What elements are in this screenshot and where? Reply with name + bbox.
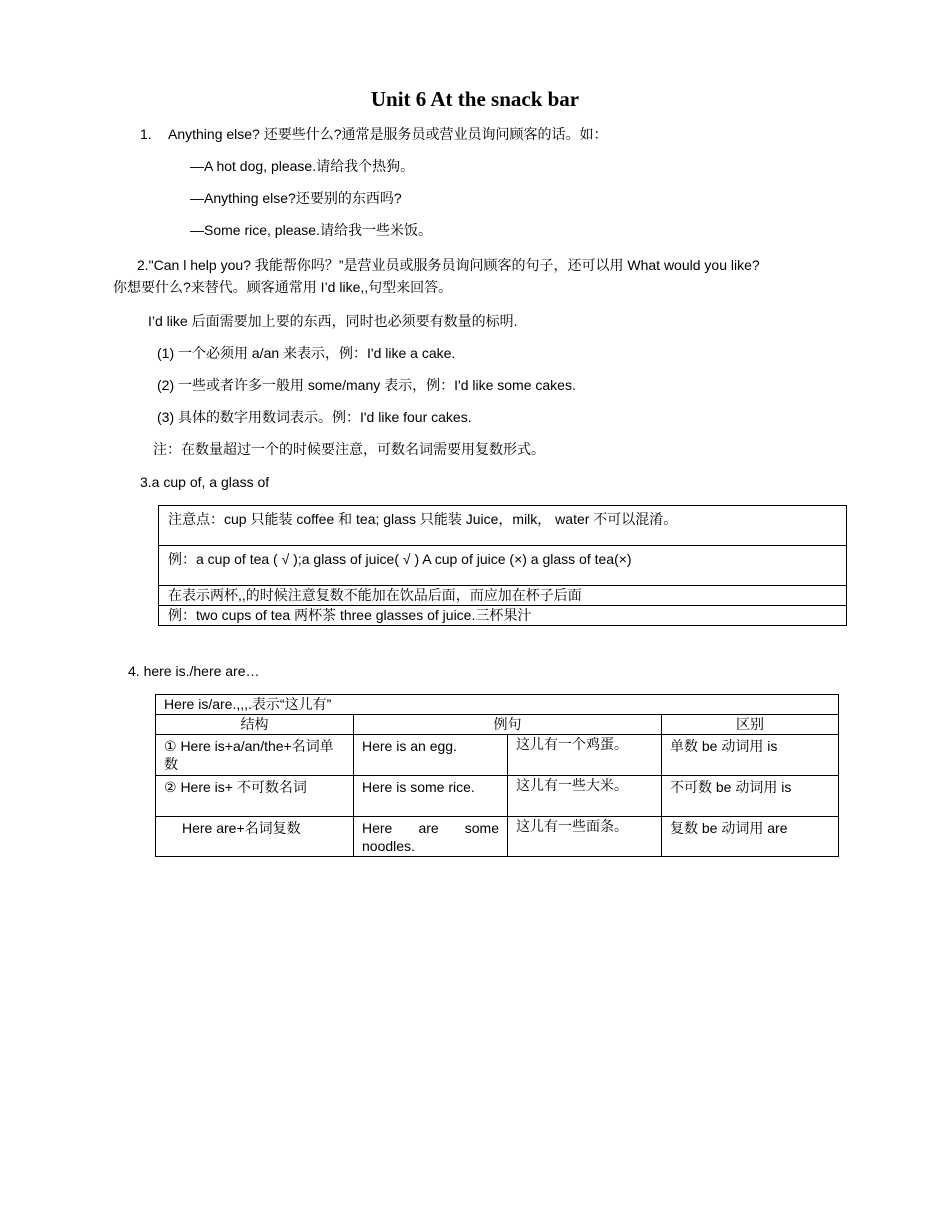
example-cell: Here is some rice.: [354, 776, 508, 817]
page-title: Unit 6 At the snack bar: [370, 87, 580, 111]
cup-glass-table: [158, 505, 847, 626]
here-is-are-table: [155, 694, 839, 857]
table-row: [156, 735, 839, 776]
difference-cell: 单数 be 动词用 is: [662, 735, 839, 776]
dialogue-line-3: —Some rice, please.请给我一些米饭。: [190, 222, 432, 238]
header-difference: 区别: [662, 715, 839, 735]
example-cell: [354, 817, 508, 857]
section4-heading: 4. here is./here are…: [128, 663, 260, 679]
table-row: [156, 817, 839, 857]
quantity-rule-3: (3) 具体的数字用数词表示。例：I'd like four cakes.: [157, 409, 472, 425]
meaning-cell: 这儿有一个鸡蛋。: [508, 735, 662, 776]
section2-line1: 2."Can l help you? 我能帮你吗？”是营业员或服务员询问顾客的句子，还可以用 What would you like?: [137, 257, 760, 273]
section3-heading: 3.a cup of, a glass of: [140, 474, 270, 490]
plural-cup-example: 例：two cups of tea 两杯茶 three glasses of juice.三杯果汁: [159, 606, 847, 626]
structure-cell: ① Here is+a/an/the+名词单数: [156, 735, 354, 776]
plural-cup-note: 在表示两杯,,的时候注意复数不能加在饮品后面，而应加在杯子后面: [159, 586, 847, 606]
example-cell: Here is an egg.: [354, 735, 508, 776]
difference-cell: 复数 be 动词用 are: [662, 817, 839, 857]
table-title: Here is/are.,,,.表示“这儿有”: [156, 695, 839, 715]
cup-glass-note: 注意点：cup 只能装 coffee 和 tea; glass 只能装 Juice，milk， water 不可以混淆。: [159, 506, 847, 546]
section1-text: Anything else? 还要些什么?通常是服务员或营业员询问顾客的话。如：: [168, 126, 608, 142]
difference-cell: 不可数 be 动词用 is: [662, 776, 839, 817]
section2-line3: I’d like 后面需要加上要的东西，同时也必须要有数量的标明.: [148, 313, 518, 329]
dialogue-line-1: —A hot dog, please.请给我个热狗。: [190, 158, 415, 174]
example-line-1: Here are some: [362, 820, 499, 836]
meaning-cell: 这儿有一些面条。: [508, 817, 662, 857]
example-line-2: noodles.: [362, 838, 415, 854]
structure-cell: Here are+名词复数: [156, 817, 354, 857]
section1-number: 1.: [140, 126, 152, 142]
structure-cell: ② Here is+ 不可数名词: [156, 776, 354, 817]
dialogue-line-2: —Anything else?还要别的东西吗?: [190, 190, 402, 206]
quantity-rule-1: (1) 一个必须用 a/an 来表示，例：I'd like a cake.: [157, 345, 456, 361]
plural-note: 注：在数量超过一个的时候要注意，可数名词需要用复数形式。: [153, 441, 545, 457]
cup-glass-example: 例：a cup of tea ( √ );a glass of juice( √ ) A cup of juice (×) a glass of tea(×): [159, 546, 847, 586]
quantity-rule-2: (2) 一些或者许多一般用 some/many 表示，例：I'd like some cakes.: [157, 377, 576, 393]
section2-line2: 你想要什么?来替代。顾客通常用 I’d like,,句型来回答。: [113, 279, 453, 295]
meaning-cell: 这儿有一些大米。: [508, 776, 662, 817]
header-structure: 结构: [156, 715, 354, 735]
table-row: [156, 776, 839, 817]
header-example: 例句: [354, 715, 662, 735]
